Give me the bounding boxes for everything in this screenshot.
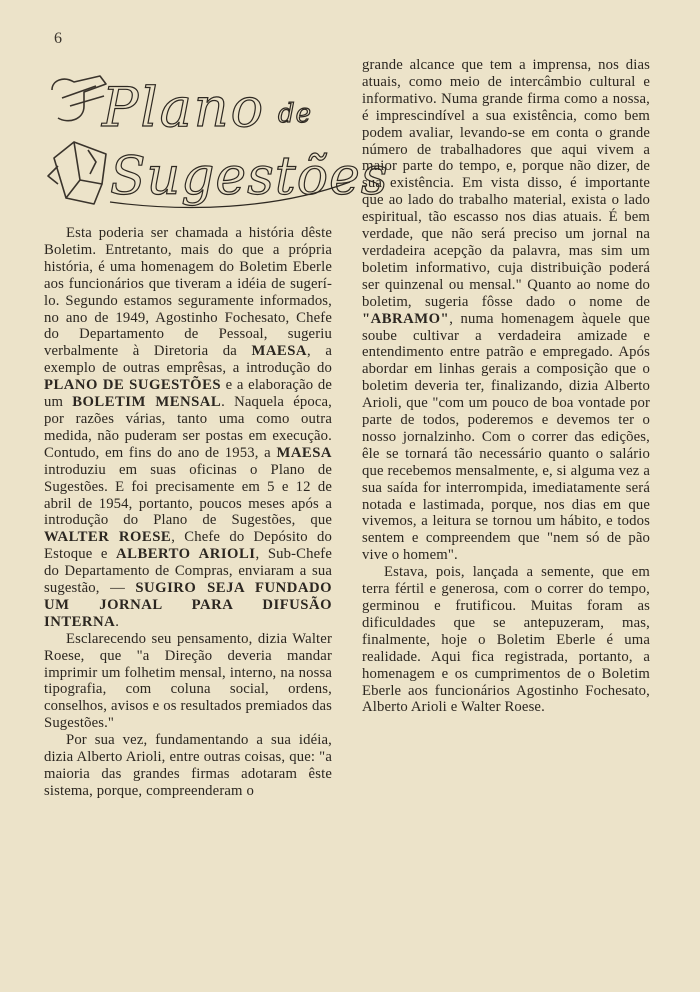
heading-word-de: de <box>278 99 313 129</box>
plano-de-sugestoes-heading <box>44 62 389 214</box>
left-paragraph-1: Esta poderia ser chamada a história dêste Boletim. Entretanto, mais do que a própria história, é uma homenagem do Boletim Eberle aos funcionários que tiveram a idéia de sugerí-lo. Segundo estamos seguramente informados, no ano de 1949, Agostinho Fochesato, Chefe do Departamento de Pessoal, sugeriu verbalmente à Diretoria da MAESA, a exemplo de outras emprêsas, a introdução do PLANO DE SUGESTÕES e a elaboração de um BOLETIM MENSAL. Naquela época, por razões várias, tanto uma como outra medida, não puderam ser postas em execução. Contudo, em fins do ano de 1953, a MAESA introduziu em suas oficinas o Plano de Sugestões. E foi precisamente em 5 e 12 de abril de 1954, portanto, poucos meses após a introdução do Plano de Sugestões, que WALTER ROESE, Chefe do Depósito do Estoque e ALBERTO ARIOLI, Sub-Chefe do Departamento de Compras, enviaram a sua sugestão, — SUGIRO SEJA FUNDADO UM JORNAL PARA DIFUSÃO INTERNA. <box>44 225 333 630</box>
left-column <box>44 225 332 800</box>
page-number: 6 <box>54 30 62 47</box>
left-paragraph-2: Esclarecendo seu pensamento, dizia Walter Roese, que "a Direção deveria mandar imprimir um folhetim mensal, interno, na nossa tipografia, com coluna social, ordens, conselhos, avisos e os resultados premiados das Sugestões." <box>44 630 332 732</box>
pencil-emblem-icon <box>48 76 106 204</box>
right-column <box>362 57 650 716</box>
right-paragraph-2: Estava, pois, lançada a semente, que em terra fértil e generosa, com o correr do tempo, germinou e frutificou. Muitas foram as dificuldades que se antepuzeram, mas, finalmente, hoje o Boletim Eberle é uma realidade. Aqui fica registrada, portanto, a homenagem e os cumprimentos de o Boletim Eberle aos funcionários Agostinho Fochesato, Alberto Arioli e Walter Roese. <box>362 564 650 716</box>
left-paragraph-3: Por sua vez, fundamentando a sua idéia, dizia Alberto Arioli, entre outras coisas, que: "a maioria das grandes firmas adotaram êste sistema, porque, compreenderam o <box>44 732 332 799</box>
right-paragraph-1: grande alcance que tem a imprensa, nos dias atuais, como meio de intercâmbio cultural e informativo. Numa grande firma como a nossa, é imprescindível a sua existência, como bem podem avaliar, levando-se em conta o grande número de trabalhadores que aqui vivem a maior parte do tempo, e, porque não dizer, de sua existência. Em vista disso, é importante que ao lado do trabalho material, exista o lado espiritual, tão escasso nos dias atuais. É bem verdade, que não será preciso um jornal na verdadeira acepção da palavra, mas sim um boletim informativo, cuja distribuição poderá ser quinzenal ou mensal." Quanto ao nome do boletim, sugeria fôsse dado o nome de "ABRAMO", numa homenagem àquele que soube cultivar a verdadeira amizade e entendimento entre patrão e empregado. Após abordar em linhas gerais a composição que o boletim deveria ter, finalizando, dizia Alberto Arioli, que "com um pouco de boa vontade por parte de todos, poderemos e devemos ter o nosso jornalzinho. Com o correr das edições, êle se tornará tão necessário quanto o salário que recebemos mensalmente, e, si alguma vez a sua saída for interrompida, imediatamente será notada e lastimada, porque, nos dias em que vivemos, a leitura se tornou um hábito, e todos sentem e compreendem que "nem só de pão vive o homem". <box>362 57 650 564</box>
heading-word-sugestoes: Sugestões <box>110 147 389 207</box>
heading-word-plano: Plano <box>102 76 266 139</box>
